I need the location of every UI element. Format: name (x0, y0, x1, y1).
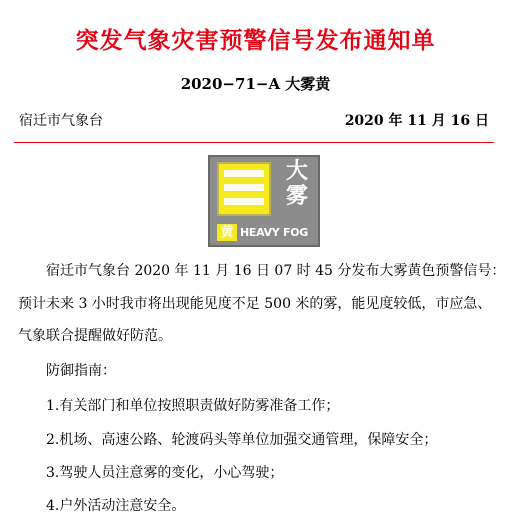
issuer: 宿迁市气象台 (19, 113, 103, 129)
document-number: 2020−71−A 大雾黄 (180, 75, 331, 93)
warning-level-bars-icon (217, 162, 271, 216)
guide-item-2: 2.机场、高速公路、轮渡码头等单位加强交通管理，保障安全； (46, 432, 438, 448)
body-line-2: 预计未来 3 小时我市将出现能见度不足 500 米的雾，能见度较低，市应急、 (18, 296, 492, 312)
divider (14, 142, 494, 143)
guide-heading: 防御指南： (46, 363, 116, 379)
signal-english-text: HEAVY FOG (240, 226, 308, 239)
heavy-fog-yellow-warning-icon (208, 155, 320, 247)
issue-date: 2020 年 11 月 16 日 (344, 113, 489, 129)
bar (224, 198, 264, 205)
page-title: 突发气象灾害预警信号发布通知单 (75, 28, 436, 54)
body-line-3: 气象联合提醒做好防范。 (18, 328, 172, 344)
guide-item-4: 4.户外活动注意安全。 (46, 498, 186, 514)
body-line-1: 宿迁市气象台 2020 年 11 月 16 日 07 时 45 分发布大雾黄色预警信号： (46, 263, 506, 279)
guide-item-1: 1.有关部门和单位按照职责做好防雾准备工作； (46, 398, 340, 414)
bar (224, 184, 264, 191)
guide-item-3: 3.驾驶人员注意雾的变化，小心驾驶； (46, 465, 284, 481)
bar (224, 170, 264, 177)
signal-big-text: 大雾 (285, 159, 308, 209)
signal-level-text: 黄 (217, 224, 237, 241)
